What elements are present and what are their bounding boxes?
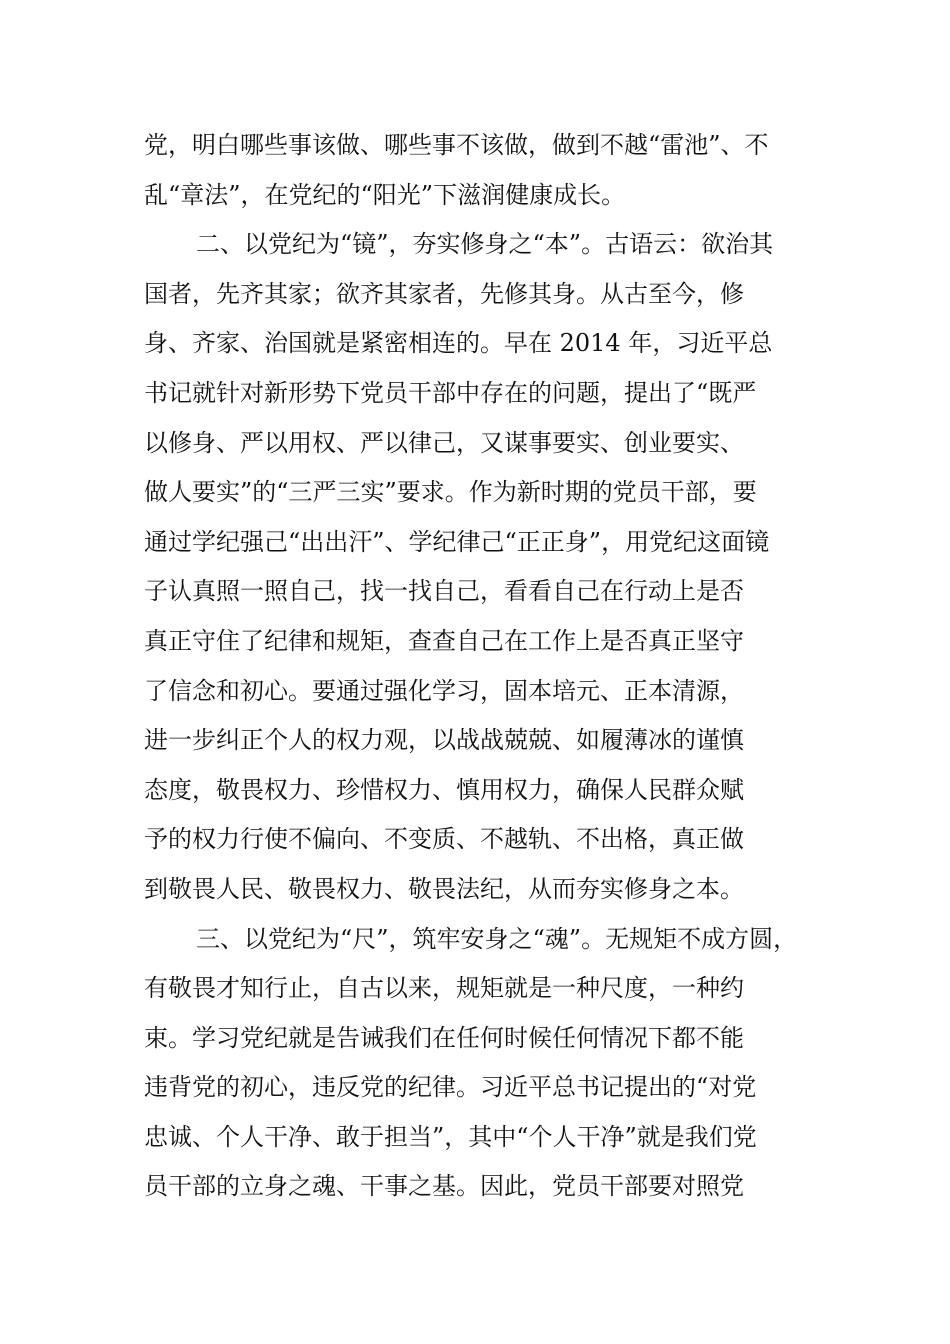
text-line: 乱“章法”，在党纪的“阳光”下滋润健康成长。 [144, 180, 626, 209]
text-line: 员干部的立身之魂、干事之基。因此，党员干部要对照党 [144, 1172, 744, 1201]
text-line: 国者，先齐其家；欲齐其家者，先修其身。从古至今，修 [144, 279, 744, 308]
text-line: 以修身、严以用权、严以律己，又谋事要实、创业要实、 [144, 428, 744, 457]
text-line: 真正守住了纪律和规矩，查查自己在工作上是否真正坚守 [144, 626, 744, 655]
paragraph-heading-line: 二、以党纪为“镜”，夯实修身之“本”。古语云：欲治其 [196, 230, 774, 259]
text-line: 做人要实”的“三严三实”要求。作为新时期的党员干部，要 [144, 478, 757, 507]
paragraph-heading-line: 三、以党纪为“尺”，筑牢安身之“魂”。无规矩不成方圆， [196, 924, 798, 953]
text-line: 态度，敬畏权力、珍惜权力、慎用权力，确保人民群众赋 [144, 775, 744, 804]
text-line: 忠诚、个人干净、敢于担当”，其中“个人干净”就是我们党 [144, 1122, 757, 1151]
text-line: 有敬畏才知行止，自古以来，规矩就是一种尺度，一种约 [144, 974, 744, 1003]
text-line: 束。学习党纪就是告诫我们在任何时候任何情况下都不能 [144, 1023, 744, 1052]
text-line: 子认真照一照自己，找一找自己，看看自己在行动上是否 [144, 577, 744, 606]
text-line: 党，明白哪些事该做、哪些事不该做，做到不越“雷池”、不 [144, 131, 769, 159]
text-line: 违背党的初心，违反党的纪律。习近平总书记提出的“对党 [144, 1073, 757, 1102]
text-line: 身、齐家、治国就是紧密相连的。早在 2014 年，习近平总 [144, 329, 773, 358]
text-line: 予的权力行使不偏向、不变质、不越轨、不出格，真正做 [144, 825, 744, 854]
document-body [144, 121, 806, 1212]
text-line: 通过学纪强己“出出汗”、学纪律己“正正身”，用党纪这面镜 [144, 527, 770, 556]
text-line: 了信念和初心。要通过强化学习，固本培元、正本清源， [144, 676, 744, 705]
text-line: 书记就针对新形势下党员干部中存在的问题，提出了“既严 [144, 378, 757, 407]
text-line: 进一步纠正个人的权力观，以战战兢兢、如履薄冰的谨慎 [144, 726, 744, 755]
text-line: 到敬畏人民、敬畏权力、敬畏法纪，从而夯实修身之本。 [144, 874, 744, 903]
